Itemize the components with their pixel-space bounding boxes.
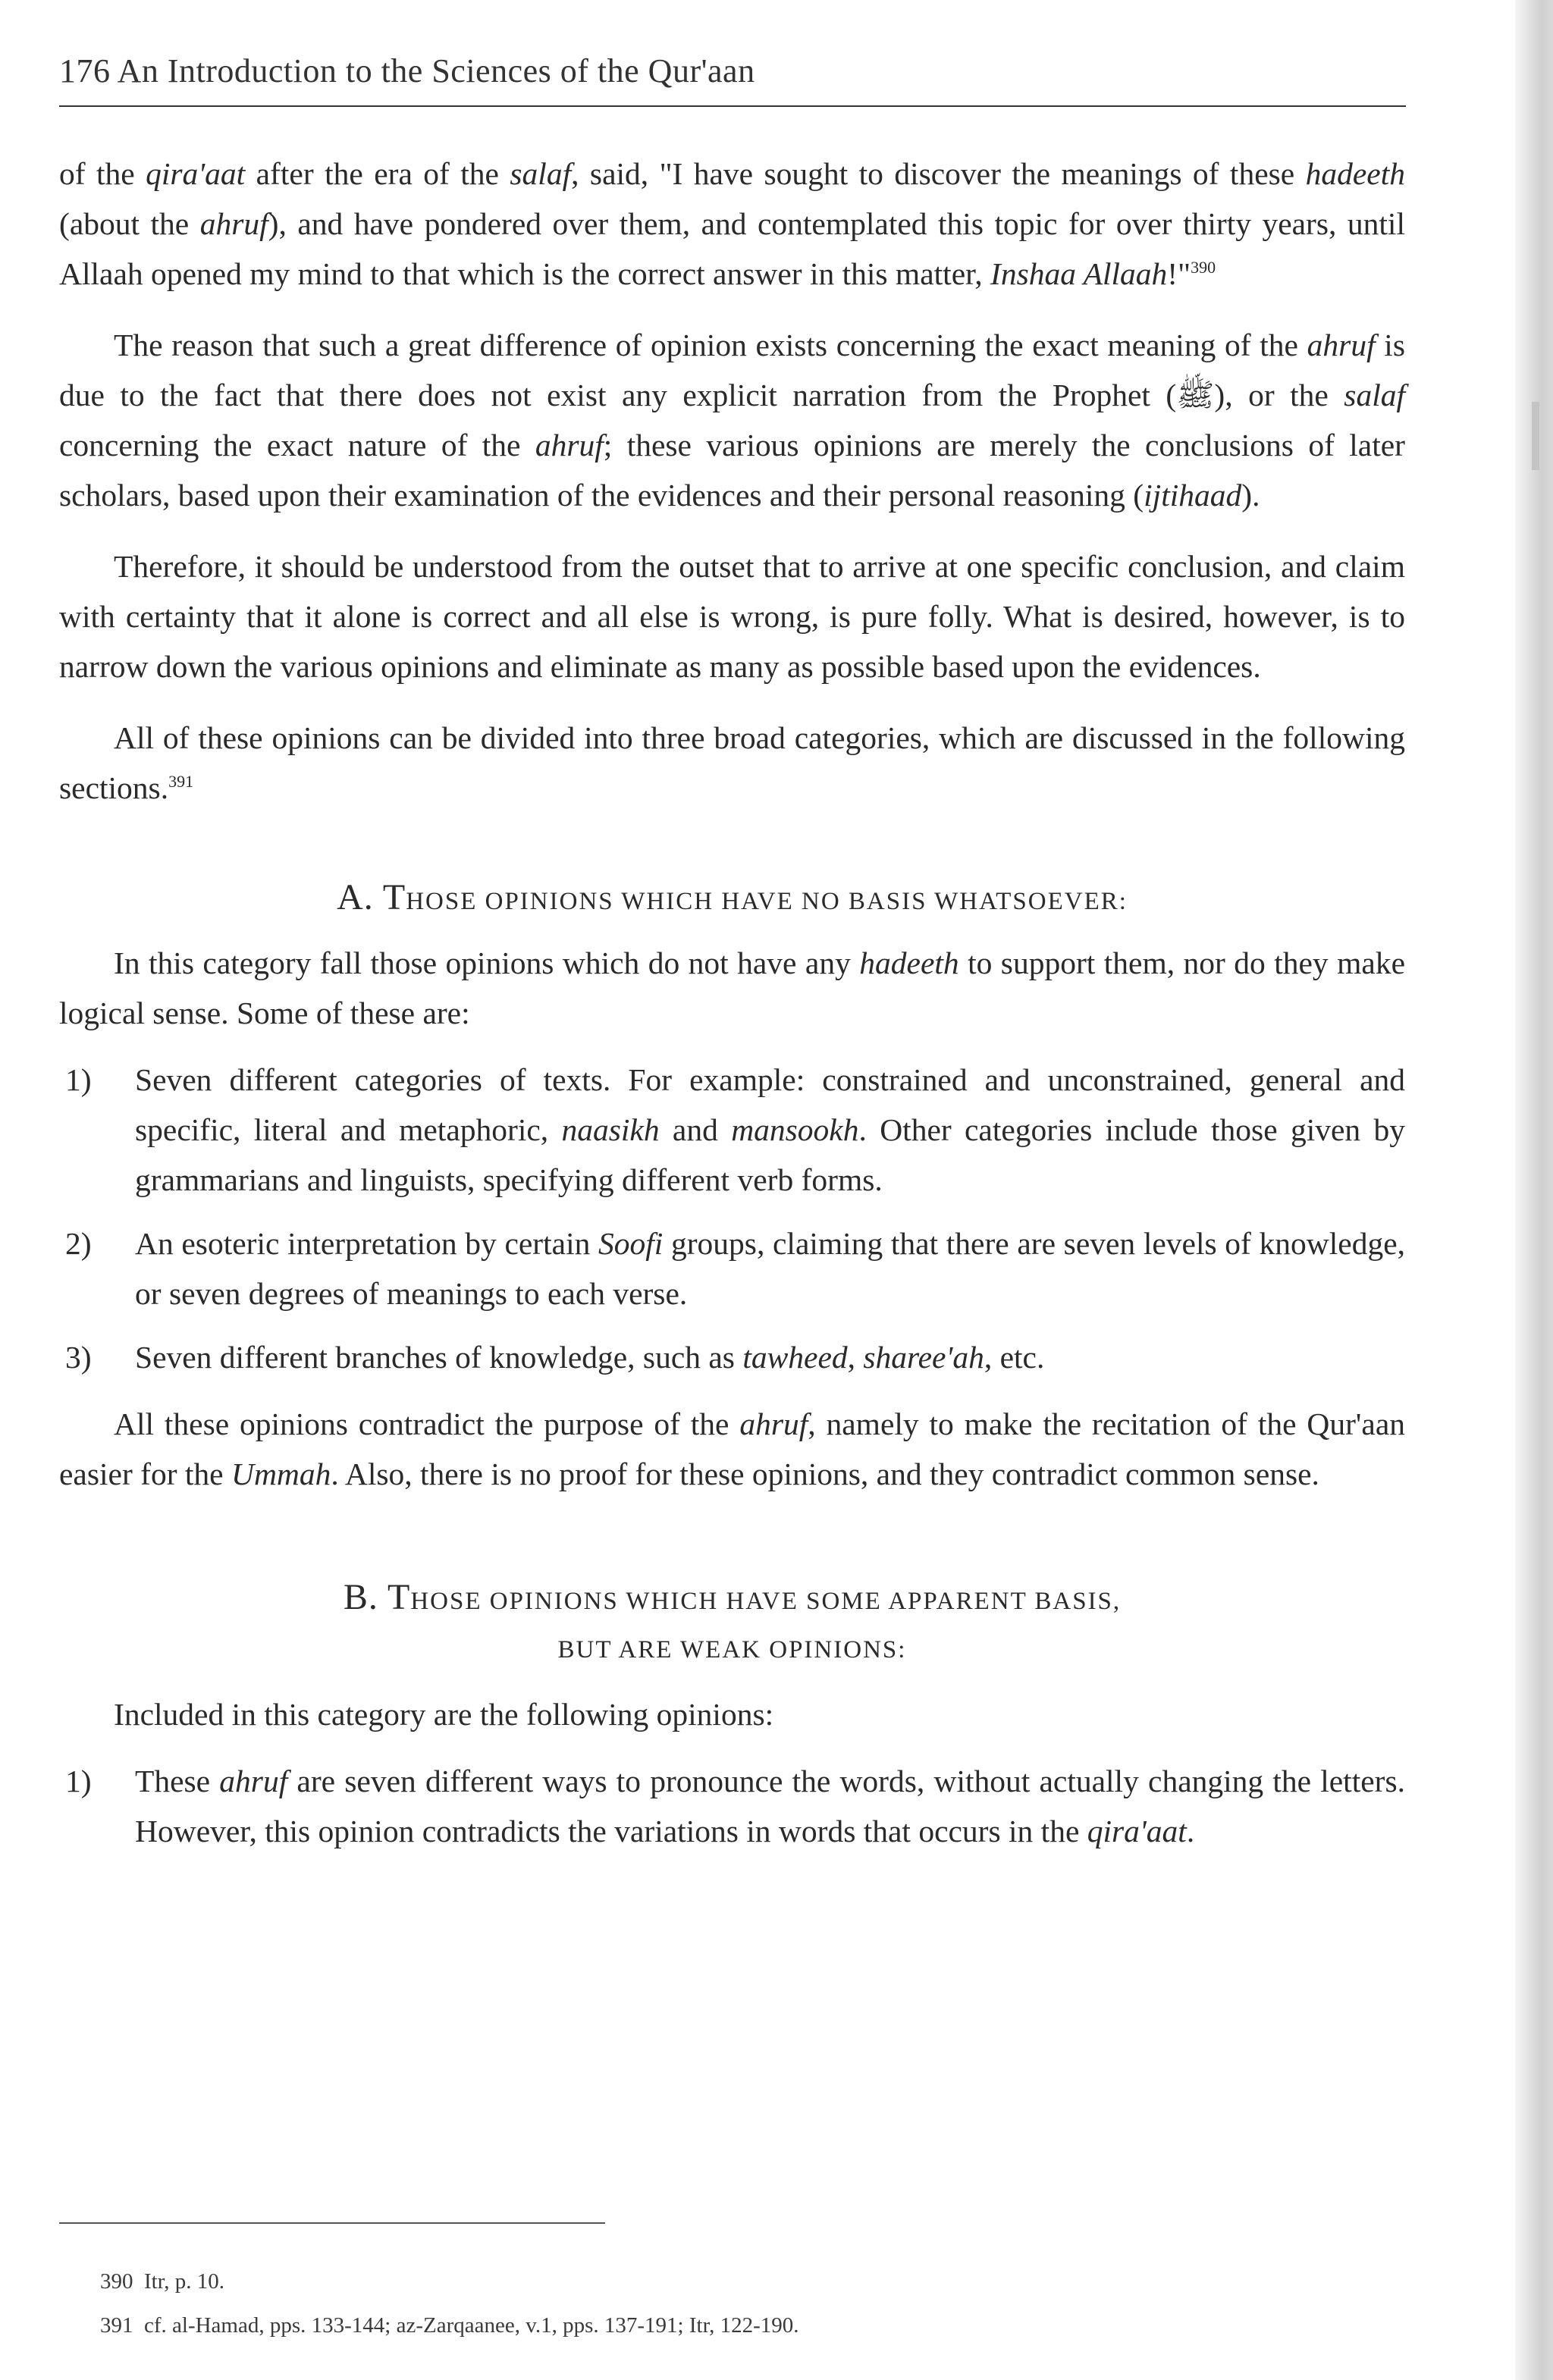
italic-term: ijtihaad — [1144, 478, 1242, 513]
text-run: after the era of the — [245, 156, 510, 191]
footnotes — [100, 2259, 1389, 2347]
italic-term: ahruf — [219, 1764, 288, 1798]
text-run: and — [659, 1112, 732, 1147]
text-run: . Also, there is no proof for these opinions, and they contradict common sense. — [331, 1457, 1319, 1491]
text-run: ), and have pondered over them, and contemplated this topic for over thirty years, until Allaah opened my mind to that which is the correct answer in this matter, — [59, 206, 1405, 291]
italic-term: sharee'ah — [863, 1340, 984, 1375]
body-text — [59, 149, 1405, 1856]
italic-term: hadeeth — [1305, 156, 1405, 191]
italic-term: Ummah — [231, 1457, 331, 1491]
section-a-list — [59, 1055, 1405, 1382]
text-run: These — [135, 1764, 220, 1798]
paragraph-2 — [59, 320, 1405, 520]
footnote-number: 391 — [100, 2313, 133, 2338]
paragraph-1 — [59, 149, 1405, 299]
text-run: . Other categories include those given by grammarians and linguists, specifying different verb forms. — [135, 1112, 1405, 1197]
section-letter: A. — [337, 877, 383, 917]
heading-smallcaps: HOSE OPINIONS WHICH HAVE SOME APPARENT BASIS, — [410, 1588, 1122, 1615]
text-run: ; these various opinions are merely the conclusions of later scholars, based upon their examination of the evidences and their personal reasoning ( — [59, 428, 1405, 513]
italic-term: ahruf — [535, 428, 604, 463]
italic-term: ahruf — [1307, 328, 1376, 362]
italic-term: mansookh — [731, 1112, 859, 1147]
footnote-text: cf. al-Hamad, pps. 133-144; az-Zarqaanee, v.1, pps. 137-191; Itr, 122-190. — [144, 2313, 799, 2338]
italic-term: naasikh — [561, 1112, 660, 1147]
text-run: is due to the fact that there does not exist any explicit narration from the Prophet (ﷺ), or the — [59, 328, 1405, 412]
text-run: All of these opinions can be divided into three broad categories, which are discussed in the following sections. — [59, 720, 1405, 805]
footnote-ref-390[interactable]: 390 — [1191, 258, 1216, 278]
heading-initial: T — [387, 1577, 411, 1617]
footnote-text: Itr, p. 10. — [144, 2269, 224, 2294]
text-run: , — [847, 1340, 864, 1375]
text-run: , said, "I have sought to discover the meanings of these — [571, 156, 1306, 191]
text-run: All these opinions contradict the purpose of the — [114, 1406, 740, 1441]
list-item — [59, 1218, 1405, 1319]
page-gutter-shadow — [1515, 0, 1553, 2380]
italic-term: ahruf — [739, 1406, 808, 1441]
text-run: An esoteric interpretation by certain — [135, 1226, 599, 1261]
list-item — [59, 1756, 1405, 1856]
text-run: . — [1186, 1814, 1195, 1848]
text-run: ). — [1241, 478, 1260, 513]
italic-term: ahruf — [199, 206, 268, 241]
header-rule — [59, 105, 1406, 107]
text-run: The reason that such a great difference of opinion exists concerning the exact meaning of the — [114, 328, 1307, 362]
paragraph-4 — [59, 713, 1405, 813]
footnote-ref-391[interactable]: 391 — [168, 772, 194, 792]
text-run: are seven different ways to pronounce the words, without actually changing the letters. However, this opinion contradicts the variations in words that occurs in the — [135, 1764, 1405, 1848]
running-head: 176 An Introduction to the Sciences of the Qur'aan — [59, 52, 755, 89]
section-a-intro — [59, 938, 1405, 1038]
italic-term: hadeeth — [859, 945, 959, 980]
text-run: (about the — [59, 206, 200, 241]
text-run: to support them, nor do they make logical sense. Some of these are: — [59, 945, 1405, 1030]
text-run: Seven different branches of knowledge, such as — [135, 1340, 743, 1375]
italic-term: salaf — [1344, 378, 1406, 412]
section-b-list — [59, 1756, 1405, 1856]
list-number: 1) — [65, 1062, 92, 1097]
list-number: 3) — [65, 1340, 92, 1375]
text-run: , etc. — [984, 1340, 1045, 1375]
paragraph-3: Therefore, it should be understood from the outset that to arrive at one specific conclusion, and claim with certainty that it alone is correct and all else is wrong, is pure folly. What is desired, however, is to narrow down the various opinions and eliminate as many as possible based upon the evidences. — [59, 549, 1405, 684]
italic-term: Soofi — [598, 1226, 664, 1261]
section-b-intro: Included in this category are the following opinions: — [114, 1697, 774, 1732]
list-number: 1) — [65, 1764, 92, 1798]
section-letter: B. — [343, 1577, 387, 1617]
italic-term: salaf — [510, 156, 572, 191]
text-run: of the — [59, 156, 146, 191]
text-run: In this category fall those opinions which do not have any — [114, 945, 860, 980]
footnote-rule — [59, 2222, 605, 2224]
italic-term: Inshaa Allaah — [990, 256, 1168, 291]
section-a-closing — [59, 1399, 1405, 1499]
text-run: concerning the exact nature of the — [59, 428, 535, 463]
text-run: , namely to make the recitation of the Qur'aan easier for the — [59, 1406, 1405, 1491]
italic-term: tawheed — [742, 1340, 848, 1375]
footnote-391 — [100, 2303, 1389, 2347]
footnote-number: 390 — [100, 2269, 133, 2294]
heading-second-line: BUT ARE WEAK OPINIONS: — [557, 1636, 907, 1663]
list-number: 2) — [65, 1226, 92, 1261]
text-run: groups, claiming that there are seven levels of knowledge, or seven degrees of meanings to each verse. — [135, 1226, 1405, 1311]
section-a-heading — [59, 875, 1405, 924]
gutter-mark — [1532, 402, 1539, 470]
italic-term: qira'aat — [1087, 1814, 1187, 1848]
italic-term: qira'aat — [146, 156, 246, 191]
list-item — [59, 1332, 1405, 1382]
list-item — [59, 1055, 1405, 1205]
heading-initial: T — [382, 877, 406, 917]
footnote-390 — [100, 2259, 1389, 2303]
heading-smallcaps: HOSE OPINIONS WHICH HAVE NO BASIS WHATSOEVER: — [406, 888, 1128, 915]
section-b-heading — [59, 1575, 1405, 1673]
text-run: !" — [1167, 256, 1191, 291]
text-run: Seven different categories of texts. For example: constrained and unconstrained, general and specific, literal and metaphoric, — [135, 1062, 1405, 1147]
